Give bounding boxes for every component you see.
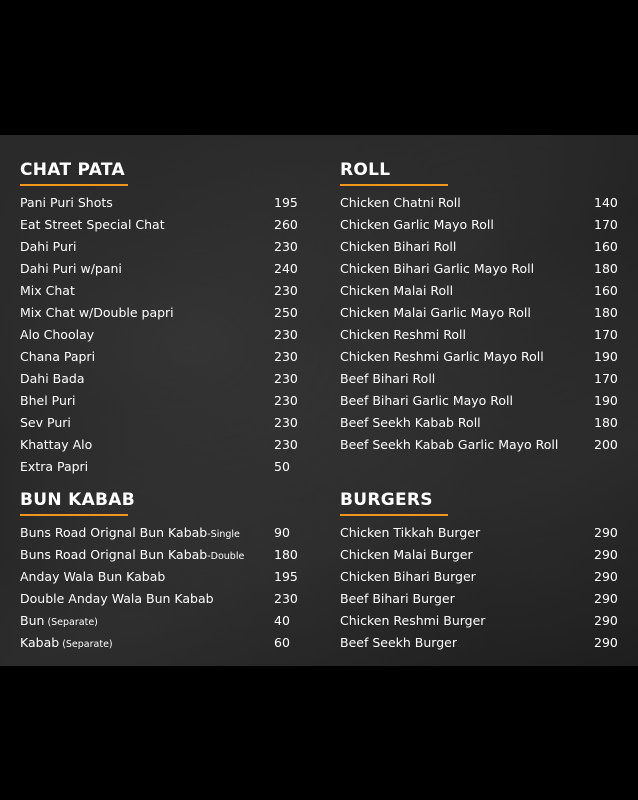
item-note: (Separate)	[44, 617, 98, 628]
item-price: 260	[274, 217, 298, 232]
menu-list	[340, 192, 630, 456]
menu-item	[20, 368, 310, 390]
item-price: 230	[274, 437, 298, 452]
menu-item	[20, 280, 310, 302]
menu-item	[20, 544, 310, 566]
menu-list	[20, 522, 310, 654]
menu-item	[340, 280, 630, 302]
item-price: 230	[274, 327, 298, 342]
menu-item	[340, 434, 630, 456]
menu-item	[340, 588, 630, 610]
menu-item	[20, 632, 310, 654]
menu-item	[340, 544, 630, 566]
item-name	[20, 566, 165, 590]
item-price: 160	[594, 283, 618, 298]
item-name: Pani Puri Shots	[20, 195, 113, 210]
item-name: Bhel Puri	[20, 393, 76, 408]
item-name: Chicken Bihari Garlic Mayo Roll	[340, 261, 535, 276]
menu-item	[20, 390, 310, 412]
menu-item	[20, 610, 310, 632]
section-burgers	[340, 488, 630, 654]
item-note: -Double	[207, 551, 245, 562]
item-price: 50	[274, 459, 290, 474]
menu-item	[340, 522, 630, 544]
item-name: Khattay Alo	[20, 437, 93, 452]
menu-item	[20, 522, 310, 544]
section-chat-pata	[20, 158, 310, 478]
item-name-text: Anday Wala Bun Kabab	[20, 569, 166, 584]
item-name: Beef Bihari Burger	[340, 591, 455, 606]
section-title: BUN KABAB	[20, 490, 136, 510]
item-name: Chicken Bihari Roll	[340, 239, 457, 254]
item-name: Beef Seekh Kabab Roll	[340, 415, 481, 430]
section-bun-kabab	[20, 488, 310, 654]
section-title: CHAT PATA	[20, 160, 125, 180]
item-name: Dahi Bada	[20, 371, 85, 386]
item-price: 180	[594, 415, 618, 430]
item-note: (Separate)	[59, 639, 113, 650]
item-name: Chicken Bihari Burger	[340, 569, 476, 584]
menu-item	[20, 456, 310, 478]
item-name-text: Buns Road Orignal Bun Kabab	[20, 547, 208, 562]
item-price: 290	[594, 525, 618, 540]
item-name: Chicken Chatni Roll	[340, 195, 461, 210]
item-name-text: Buns Road Orignal Bun Kabab	[20, 525, 208, 540]
item-name: Chana Papri	[20, 349, 96, 364]
menu-item	[20, 588, 310, 610]
section-underline	[20, 514, 128, 516]
item-name	[20, 544, 244, 568]
item-name: Chicken Reshmi Roll	[340, 327, 466, 342]
item-name: Alo Choolay	[20, 327, 95, 342]
menu-item	[340, 214, 630, 236]
menu-item	[20, 566, 310, 588]
item-name: Mix Chat	[20, 283, 75, 298]
item-name: Mix Chat w/Double papri	[20, 305, 174, 320]
item-price: 195	[274, 569, 298, 584]
item-name: Chicken Tikkah Burger	[340, 525, 481, 540]
section-title: ROLL	[340, 160, 391, 180]
menu-item	[340, 412, 630, 434]
menu-item	[20, 236, 310, 258]
section-title: BURGERS	[340, 490, 433, 510]
item-name	[20, 610, 98, 634]
item-price: 290	[594, 547, 618, 562]
item-name-text: Bun	[20, 613, 45, 628]
item-price: 180	[594, 305, 618, 320]
item-price: 290	[594, 635, 618, 650]
menu-item	[340, 324, 630, 346]
menu-item	[20, 324, 310, 346]
item-price: 200	[594, 437, 618, 452]
item-name: Dahi Puri w/pani	[20, 261, 122, 276]
item-price: 230	[274, 371, 298, 386]
menu-item	[20, 214, 310, 236]
item-name: Beef Bihari Roll	[340, 371, 436, 386]
item-price: 230	[274, 349, 298, 364]
menu-item	[340, 236, 630, 258]
menu-item	[20, 258, 310, 280]
item-name-text: Kabab	[20, 635, 60, 650]
item-name: Chicken Reshmi Burger	[340, 613, 486, 628]
item-name: Beef Seekh Burger	[340, 635, 457, 650]
section-underline	[340, 514, 448, 516]
item-price: 195	[274, 195, 298, 210]
item-name	[20, 588, 214, 612]
item-price: 290	[594, 569, 618, 584]
item-name	[20, 522, 240, 546]
menu-item	[340, 258, 630, 280]
item-name: Sev Puri	[20, 415, 71, 430]
menu-item	[340, 566, 630, 588]
section-roll	[340, 158, 630, 456]
item-name: Beef Bihari Garlic Mayo Roll	[340, 393, 514, 408]
item-name: Eat Street Special Chat	[20, 217, 165, 232]
item-price: 140	[594, 195, 618, 210]
item-price: 290	[594, 613, 618, 628]
menu-item	[20, 412, 310, 434]
menu-item	[340, 390, 630, 412]
menu-item	[20, 192, 310, 214]
item-price: 230	[274, 393, 298, 408]
menu-item	[340, 368, 630, 390]
menu-list	[340, 522, 630, 654]
item-price: 290	[594, 591, 618, 606]
item-price: 160	[594, 239, 618, 254]
item-note: -Single	[207, 529, 240, 540]
menu-item	[340, 610, 630, 632]
item-price: 240	[274, 261, 298, 276]
menu-item	[340, 192, 630, 214]
item-name-text: Double Anday Wala Bun Kabab	[20, 591, 214, 606]
menu-item	[20, 346, 310, 368]
item-name: Chicken Malai Roll	[340, 283, 454, 298]
menu-item	[340, 302, 630, 324]
item-price: 230	[274, 591, 298, 606]
item-price: 250	[274, 305, 298, 320]
item-price: 230	[274, 239, 298, 254]
section-underline	[340, 184, 448, 186]
item-price: 170	[594, 327, 618, 342]
item-price: 40	[274, 613, 290, 628]
menu-list	[20, 192, 310, 478]
item-price: 230	[274, 283, 298, 298]
item-price: 230	[274, 415, 298, 430]
item-name	[20, 632, 113, 656]
item-price: 190	[594, 349, 618, 364]
item-price: 170	[594, 371, 618, 386]
menu-item	[20, 434, 310, 456]
menu-item	[20, 302, 310, 324]
item-name: Extra Papri	[20, 459, 89, 474]
item-price: 190	[594, 393, 618, 408]
item-name: Dahi Puri	[20, 239, 77, 254]
item-name: Chicken Garlic Mayo Roll	[340, 217, 494, 232]
menu-item	[340, 346, 630, 368]
item-name: Beef Seekh Kabab Garlic Mayo Roll	[340, 437, 559, 452]
item-name: Chicken Malai Burger	[340, 547, 473, 562]
item-price: 180	[274, 547, 298, 562]
item-price: 90	[274, 525, 290, 540]
item-price: 60	[274, 635, 290, 650]
item-name: Chicken Malai Garlic Mayo Roll	[340, 305, 531, 320]
item-price: 180	[594, 261, 618, 276]
section-underline	[20, 184, 128, 186]
item-name: Chicken Reshmi Garlic Mayo Roll	[340, 349, 544, 364]
menu-item	[340, 632, 630, 654]
item-price: 170	[594, 217, 618, 232]
